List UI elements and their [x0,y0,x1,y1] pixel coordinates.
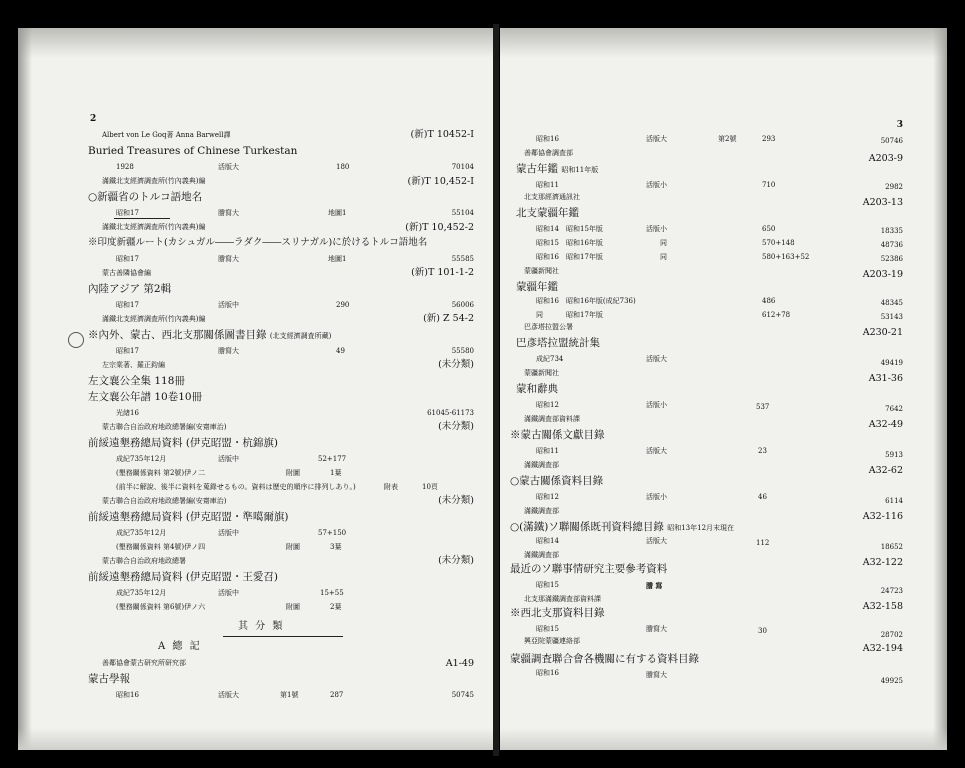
entry-format: 同 [660,253,667,261]
entry-id: 50746 [880,137,903,145]
section-rule [223,636,343,637]
entry-code: A31-36 [868,373,903,384]
entry-title-note: 昭和11年版 [561,166,599,174]
entry-publisher: 北支那經濟通訊社 [524,193,580,201]
underline [114,218,170,219]
entry-id: 70104 [451,163,474,171]
entry-code: (未分類) [438,421,474,432]
entry-id: 49925 [880,677,903,685]
entry-code: (新)T 10,452-I [407,176,474,187]
entry-id: 18335 [880,227,903,235]
entry-id: 55585 [451,255,474,263]
entry-publisher: 蒙疆新聞社 [524,267,559,275]
scan-shadow-top [18,28,496,58]
entry-id: 5913 [885,451,903,459]
subsection-heading: A 總 記 [158,641,202,652]
entry-publisher: 蒙古聯合自治政府地政總署 [102,557,186,565]
entry-year: 昭和17 [116,209,139,217]
entry-note: (前半に解說、後半に資料を蒐錄せるもの。資料は歷史的順序に排列しあり。) [116,483,356,491]
entry-pages: 112 [756,539,770,547]
entry-format: 謄 寫 [646,581,663,590]
entry-pages: 180 [336,163,350,171]
entry-publisher: 北支那滿鐵調査部資料課 [524,595,601,603]
entry-code: A32-194 [862,643,903,654]
entry-publisher: 善鄰協會蒙古研究所研究部 [102,659,186,667]
entry-id: 49419 [880,359,903,367]
entry-title: 北支蒙疆年鑑 [516,207,579,219]
entry-attach: 附圖 [286,603,300,611]
entry-id: 48345 [880,299,903,307]
entry-code: A1-49 [445,658,474,669]
entry-format: 同 [660,239,667,247]
entry-attach: 附圖 [286,543,300,551]
entry-format: 活版小 [646,181,667,189]
entry-code: A32-158 [862,601,903,612]
entry-publisher: 興亞院蒙疆連絡部 [524,637,580,645]
entry-id: 48736 [880,241,903,249]
entry-format: 活版大 [646,447,667,455]
page-number: 2 [90,114,97,124]
entry-format: 謄寫大 [218,255,239,263]
entry-code: A203-19 [862,269,903,280]
entry-code: A32-116 [862,511,903,522]
entry-id: 53143 [880,313,903,321]
entry-format: 活版大 [646,355,667,363]
entry-title: ○新疆省のトルコ語地名 [88,191,203,203]
entry-id: 56006 [451,301,474,309]
entry-year: 1928 [116,163,134,171]
entry-id: 18652 [880,543,903,551]
entry-year: 昭和16 [116,691,139,699]
entry-code: (未分類) [438,495,474,506]
entry-title: ※印度新疆ルート(カシュガル――ラダク――スリナガル)に於けるトルコ語地名 [88,237,428,248]
entry-id: 6114 [885,497,903,505]
entry-attach-count: 1葉 [330,469,342,477]
scan-shadow-bottom [500,728,947,750]
entry-series: (墾務關係資料 第4號)伊ノ四 [116,543,206,551]
entry-title: 蒙古學報 [88,673,130,685]
entry-format: 活版大 [646,135,667,143]
entry-year: 昭和16 [536,135,559,143]
entry-format: 活版中 [218,455,239,463]
entry-id: 55580 [451,347,474,355]
entry-attach: 附圖 [286,469,300,477]
entry-note-extra: 附表 [384,483,398,491]
page-number: 3 [896,120,903,130]
entry-pages: 710 [762,181,776,189]
entry-code: (未分類) [438,359,474,370]
entry-extra: 地圖1 [328,209,347,217]
entry-format: 謄寫大 [646,625,667,633]
entry-id: 28702 [880,631,903,639]
entry-edition: 昭和16年版(成紀736) [566,297,636,305]
entry-year: 昭和16 [536,253,559,261]
entry-title: Buried Treasures of Chinese Turkestan [88,145,298,157]
entry-id: 55104 [451,209,474,217]
entry-publisher: 滿鐵調査部 [524,461,559,469]
entry-year: 成紀734 [536,355,564,363]
entry-title: ※西北支那資料目錄 [510,607,605,619]
entry-vol: 第1號 [280,691,299,699]
entry-title [516,164,598,175]
entry-format: 活版中 [218,529,239,537]
entry-publisher: 滿鐵調査部 [524,551,559,559]
entry-title-text: ※內外、蒙古、西北支那關係圖書目錄 [88,329,267,341]
entry-code: A32-62 [868,465,903,476]
entry-pages: 290 [336,301,350,309]
entry-pages: 293 [762,135,776,143]
scan-shadow-right [933,28,947,750]
entry-year: 昭和12 [536,401,559,409]
entry-format: 活版中 [218,301,239,309]
entry-format: 活版中 [218,589,239,597]
entry-extra: 地圖1 [328,255,347,263]
book-gutter [493,24,499,756]
entry-pages: 46 [758,493,767,501]
entry-year: 昭和14 [536,225,559,233]
entry-year: 昭和15 [536,239,559,247]
entry-code: A230-21 [862,327,903,338]
entry-edition: 昭和16年版 [566,239,603,247]
entry-title: 蒙疆年鑑 [516,281,558,293]
entry-year: 成紀735年12月 [116,529,167,537]
entry-year: 成紀735年12月 [116,589,167,597]
entry-attach-count: 3葉 [330,543,342,551]
entry-author: Albert von Le Goq著 Anna Barwell譯 [102,131,231,139]
entry-title: 前綏遠墾務總局資料 (伊克昭盟・王愛召) [88,571,279,583]
scan-shadow-left [18,28,32,750]
entry-pages: 52+177 [318,455,347,463]
entry-publisher: 巴彥塔拉盟公署 [524,323,573,331]
entry-format: 活版小 [646,401,667,409]
entry-format: 謄寫大 [218,209,239,217]
entry-format: 活版小 [646,493,667,501]
entry-title: 左文襄公全集 118冊 [88,375,185,387]
entry-title-text: ○(滿鐵)ソ聯關係既刊資料總目錄 [510,521,664,533]
entry-vol: 第2號 [718,135,737,143]
entry-title-text: 蒙古年鑑 [516,163,558,175]
entry-year: 成紀735年12月 [116,455,167,463]
entry-id: 61045-61173 [427,409,474,417]
scan-shadow-bottom [18,728,496,750]
entry-year: 昭和17 [116,301,139,309]
entry-edition: 昭和17年版 [566,253,603,261]
entry-publisher: 滿鐵北支經濟調査所(竹內義典)編 [102,177,206,185]
entry-year: 同 [536,311,543,319]
entry-title: 蒙和辭典 [516,383,558,395]
entry-format: 活版大 [218,163,239,171]
entry-publisher: 滿鐵調査部資料課 [524,415,580,423]
entry-title: 內陸アジア 第2輯 [88,283,172,295]
entry-year: 昭和11 [536,447,559,455]
entry-year: 昭和12 [536,493,559,501]
entry-series: (墾務關係資料 第6號)伊ノ六 [116,603,206,611]
entry-title: 左文襄公年譜 10卷10冊 [88,391,203,403]
entry-pages: 57+150 [318,529,347,537]
entry-id: 7642 [885,405,903,413]
entry-pages: 537 [756,403,770,411]
ink-mark-icon [68,332,84,348]
entry-pages: 570+148 [762,239,795,247]
entry-note-extra-count: 10頁 [422,483,438,491]
entry-publisher: 左宗棠著、羅正鈞編 [102,361,165,369]
entry-publisher: 蒙古善隣協會編 [102,269,151,277]
entry-title-note: (北支經濟調査所藏) [269,332,332,340]
entry-pages: 23 [758,447,767,455]
entry-publisher: 滿鐵北支經濟調査所(竹內義典)編 [102,223,206,231]
entry-year: 昭和16 [536,669,559,677]
entry-pages: 15+55 [320,589,344,597]
entry-format: 謄寫大 [646,671,667,679]
entry-publisher: 蒙古聯合自治政府地政總署編(安齋庫治) [102,423,227,431]
entry-title: 前綏遠墾務總局資料 (伊克昭盟・杭錦旗) [88,437,279,449]
entry-format: 謄寫大 [218,347,239,355]
entry-format: 活版大 [646,537,667,545]
entry-publisher: 善鄰協會調査部 [524,149,573,157]
entry-pages: 486 [762,297,776,305]
entry-title-note: 昭和13年12月末現在 [667,524,735,532]
left-page [18,28,496,750]
right-page [500,28,947,750]
entry-pages: 49 [336,347,345,355]
entry-title: ※蒙古關係文獻目錄 [510,429,605,441]
entry-code: A203-9 [868,153,903,164]
entry-year: 昭和11 [536,181,559,189]
entry-id: 50745 [451,691,474,699]
entry-title: 前綏遠墾務總局資料 (伊克昭盟・準噶爾旗) [88,511,289,523]
entry-title: 巴彥塔拉盟統計集 [516,337,600,349]
entry-edition: 昭和15年版 [566,225,603,233]
entry-pages: 287 [330,691,344,699]
entry-title: 蒙疆調査聯合會各機關に有する資料目錄 [510,653,699,665]
entry-id: 24723 [880,587,903,595]
entry-code: (未分類) [438,555,474,566]
entry-pages: 612+78 [762,311,791,319]
entry-code: (新)T 10452-I [410,129,474,140]
entry-edition: 昭和17年版 [566,311,603,319]
entry-format: 活版小 [646,225,667,233]
entry-publisher: 蒙古聯合自治政府地政總署編(安齋庫治) [102,497,227,505]
entry-code: (新) Z 54-2 [423,313,474,324]
entry-attach-count: 2葉 [330,603,342,611]
scan-shadow-top [500,28,947,58]
entry-title [88,330,331,341]
entry-publisher: 滿鐵調査部 [524,507,559,515]
entry-year: 昭和17 [116,255,139,263]
section-heading: 其 分 類 [238,621,285,632]
entry-series: (墾務關係資料 第2號)伊ノ二 [116,469,206,477]
entry-code: A32-49 [868,419,903,430]
entry-year: 昭和15 [536,581,559,589]
entry-id: 52386 [880,255,903,263]
entry-id: 2982 [885,183,903,191]
entry-year: 昭和16 [536,297,559,305]
entry-year: 昭和17 [116,347,139,355]
entry-title: ○蒙古關係資料目錄 [510,475,604,487]
entry-pages: 650 [762,225,776,233]
entry-publisher: 蒙疆新聞社 [524,369,559,377]
entry-code: A32-122 [862,557,903,568]
entry-title [510,522,734,533]
entry-title: 最近のソ聯事情研究主要參考資料 [510,563,668,575]
entry-format: 活版大 [218,691,239,699]
entry-publisher: 滿鐵北支經濟調査所(竹內義典)編 [102,315,206,323]
entry-code: (新)T 101-1-2 [411,267,474,278]
entry-pages: 580+163+52 [762,253,810,261]
entry-code: A203-13 [862,197,903,208]
entry-year: 昭和15 [536,625,559,633]
entry-code: (新)T 10,452-2 [405,222,474,233]
entry-pages: 30 [758,627,767,635]
entry-year: 光緖16 [116,409,139,417]
entry-year: 昭和14 [536,537,559,545]
